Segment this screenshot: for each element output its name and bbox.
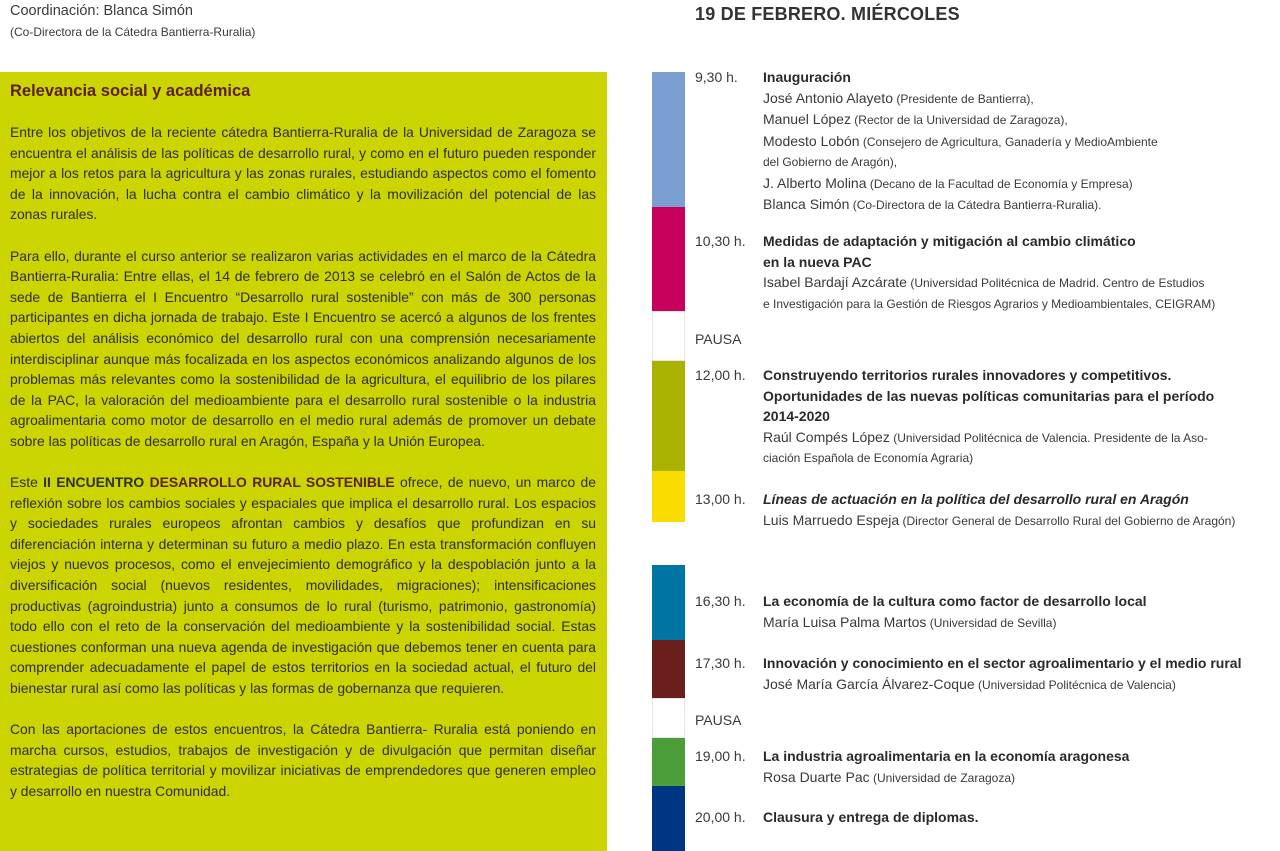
coordination-role: (Co-Directora de la Cátedra Bantierra-Ruralia)	[10, 25, 256, 39]
speaker-name: Manuel López	[763, 111, 851, 127]
speaker-line	[763, 173, 1273, 195]
speaker-name: José Antonio Alayeto	[763, 89, 893, 106]
time-industria: 19,00 h.	[695, 748, 746, 764]
speaker-line	[763, 109, 1273, 131]
color-bar-lineas	[652, 471, 685, 522]
session-cultura	[763, 591, 1273, 633]
time-adaptacion: 10,30 h.	[695, 233, 746, 249]
day-header: 19 DE FEBRERO. MIÉRCOLES	[695, 4, 960, 24]
time-territorios: 12,00 h.	[695, 367, 746, 383]
speaker-line	[763, 88, 1273, 110]
color-bar-pausa-1	[652, 311, 685, 361]
color-bar-territorios	[652, 361, 685, 471]
panel-paragraph-4: Con las aportaciones de estos encuentros, la Cátedra Bantierra- Ruralia está poniendo en marcha cursos, estudios, trabajos de investigación y de divulgación que permitan diseñar estrategias de política territorial y movilizar iniciativas de emprendedores que generen empleo y desarrollo en nuestra Comunidad.	[10, 721, 596, 799]
time-cultura: 16,30 h.	[695, 593, 746, 609]
speaker-name: Luis Marruedo Espeja	[763, 511, 900, 528]
session-title: Construyendo territorios rurales innovadores y competitivos.	[763, 367, 1172, 383]
time-innovacion: 17,30 h.	[695, 655, 746, 671]
speaker-affiliation: (Universidad de Zaragoza)	[869, 770, 1016, 785]
color-bar-industria	[652, 738, 685, 786]
speaker-affiliation-continued: ciación Española de Economía Agraria)	[763, 451, 974, 465]
session-territorios	[763, 365, 1273, 469]
color-bar-cultura	[652, 565, 685, 640]
session-clausura	[763, 807, 1273, 828]
color-bar-clausura	[652, 786, 685, 851]
speaker-name: J. Alberto Molina	[763, 174, 867, 191]
p3-encuentro-label: II ENCUENTRO	[43, 474, 145, 491]
session-adaptacion	[763, 231, 1273, 314]
session-title: Líneas de actuación en la política del desarrollo rural en Aragón	[763, 491, 1189, 507]
speaker-line	[763, 510, 1273, 532]
speaker-affiliation-continued: del Gobierno de Aragón),	[763, 155, 898, 169]
session-innovacion	[763, 653, 1273, 695]
speaker-affiliation: (Universidad Politécnica de Madrid. Centro de Estudios	[906, 276, 1205, 290]
speaker-line	[763, 674, 1273, 696]
speaker-affiliation: (Universidad Politécnica de Valencia)	[974, 677, 1176, 692]
p3-intro: Este	[10, 474, 44, 491]
speaker-affiliation: (Director General de Desarrollo Rural del Gobierno de Aragón)	[899, 513, 1236, 528]
speaker-name: José María García Álvarez-Coque	[763, 675, 975, 692]
panel-paragraph-2: Para ello, durante el curso anterior se realizaron varias actividades en el marco de la Cátedra Bantierra-Ruralia: Entre ellas, el 14 de febrero de 2013 se celebró en el Salón de Actos de la sede de Bantierra el I Encuentro “Desarrollo rural sostenible” con más de 300 personas participantes en dicha jornada de trabajo. Este I Encuentro se acercó a algunos de los frentes abiertos del análisis económico del desarrollo rural con una comprensión necesariamente interdisciplinar aunque más focalizada en los aspectos económicos analizando algunos de los problemas más relevantes como la sostenibilidad de la agricultura, el equilibrio de los pilares de la PAC, la valoración del medioambiente para el desarrollo rural sostenible o la industria agroalimentaria como motor de desarrollo en el medio rural además de promover un debate sobre las políticas de desarrollo rural en Aragón, España y la Unión Europea.	[10, 247, 596, 449]
coordination-name: Coordinación: Blanca Simón	[10, 3, 193, 19]
session-title: La industria agroalimentaria en la economía aragonesa	[763, 748, 1130, 764]
session-title: Innovación y conocimiento en el sector agroalimentario y el medio rural	[763, 655, 1242, 671]
speaker-affiliation-continued: e Investigación para la Gestión de Riesgos Agrarios y Medioambientales, CEIGRAM)	[763, 296, 1216, 311]
session-title: Clausura y entrega de diplomas.	[763, 809, 979, 825]
session-industria	[763, 746, 1273, 788]
time-clausura: 20,00 h.	[695, 809, 746, 825]
pausa-label-2: PAUSA	[695, 712, 742, 728]
speaker-name: María Luisa Palma Martos	[763, 613, 927, 630]
session-title: Inauguración	[763, 69, 851, 85]
color-bar-adaptacion	[652, 207, 685, 311]
session-title: La economía de la cultura como factor de desarrollo local	[763, 593, 1147, 609]
p3-event-name: DESARROLLO RURAL SOSTENIBLE	[144, 474, 395, 491]
speaker-name: Raúl Compés López	[763, 428, 890, 445]
panel-paragraph-3	[10, 472, 596, 699]
speaker-line	[763, 612, 1273, 634]
speaker-name: Blanca Simón	[763, 196, 850, 212]
time-lineas: 13,00 h.	[695, 491, 746, 507]
speaker-line	[763, 272, 1273, 294]
speaker-affiliation: (Presidente de Bantierra),	[893, 91, 1034, 106]
speaker-affiliation: (Decano de la Facultad de Economía y Empresa)	[866, 176, 1133, 191]
p3-body: ofrece, de nuevo, un marco de reflexión sobre los cambios sociales y espaciales que implica el desarrollo rural. Los espacios y sociedades rurales europeos afrontan cambios y desafíos que profundizan en su diferenciación interna y determinan su futuro a medio plazo. En esta transformación confluyen viejos y nuevos procesos, como el envejecimiento demográfico y la despoblación junto a la diversificación social (nuevos residentes, movilidades, migraciones); intensificaciones productivas (agroindustria) junto a consumos de lo rural (turismo, patrimonio, gastronomía) todo ello con el reto de la conservación del medioambiente y la sostenibilidad social. Estas cuestiones conforman una nueva agenda de investigación que debemos tener en cuenta para comprender adecuadamente el papel de estos territorios en la sociedad actual, el futuro del bienestar rural así como las políticas y las formas de gobernanza que requieren.	[10, 474, 596, 697]
session-title-continued: 2014-2020	[763, 408, 830, 424]
speaker-affiliation: (Co-Directora de la Cátedra Bantierra-Ruralia).	[849, 198, 1102, 212]
speaker-line	[763, 194, 1273, 216]
speaker-name: Isabel Bardají Azcárate	[763, 274, 907, 290]
speaker-affiliation: (Consejero de Agricultura, Ganadería y MedioAmbiente	[859, 134, 1158, 149]
session-title: Medidas de adaptación y mitigación al cambio climático	[763, 233, 1136, 249]
color-bar-inauguracion	[652, 72, 685, 207]
session-title-continued: en la nueva PAC	[763, 253, 872, 270]
time-inauguracion: 9,30 h.	[695, 69, 738, 85]
session-inauguracion	[763, 67, 1273, 216]
panel-title: Relevancia social y académica	[10, 82, 251, 100]
panel-paragraph-1: Entre los objetivos de la reciente cátedra Bantierra-Ruralia de la Universidad de Zaragoza se encuentra el análisis de las políticas de desarrollo rural, y como en el futuro pueden responder mejor a los retos para la agricultura y las zonas rurales, estudiando aspectos como el fomento de la innovación, la lucha contra el cambio climático y la movilización del potencial de las zonas rurales.	[10, 124, 596, 223]
speaker-line	[763, 767, 1273, 789]
color-bar-pausa-2	[652, 698, 685, 738]
speaker-affiliation: (Rector de la Universidad de Zaragoza),	[850, 113, 1068, 127]
session-lineas	[763, 489, 1273, 531]
session-title-continued: Oportunidades de las nuevas políticas comunitarias para el período	[763, 387, 1215, 404]
speaker-name: Rosa Duarte Pac	[763, 768, 870, 785]
panel-body	[10, 122, 596, 822]
speaker-line	[763, 427, 1273, 449]
speaker-affiliation: (Universidad de Sevilla)	[926, 615, 1057, 630]
coordination-block	[10, 2, 255, 40]
speaker-name: Modesto Lobón	[763, 132, 860, 149]
speaker-affiliation: (Universidad Politécnica de Valencia. Presidente de la Aso-	[889, 430, 1208, 445]
color-bar-innovacion	[652, 640, 685, 698]
pausa-label-1: PAUSA	[695, 331, 742, 347]
speaker-line	[763, 131, 1273, 153]
